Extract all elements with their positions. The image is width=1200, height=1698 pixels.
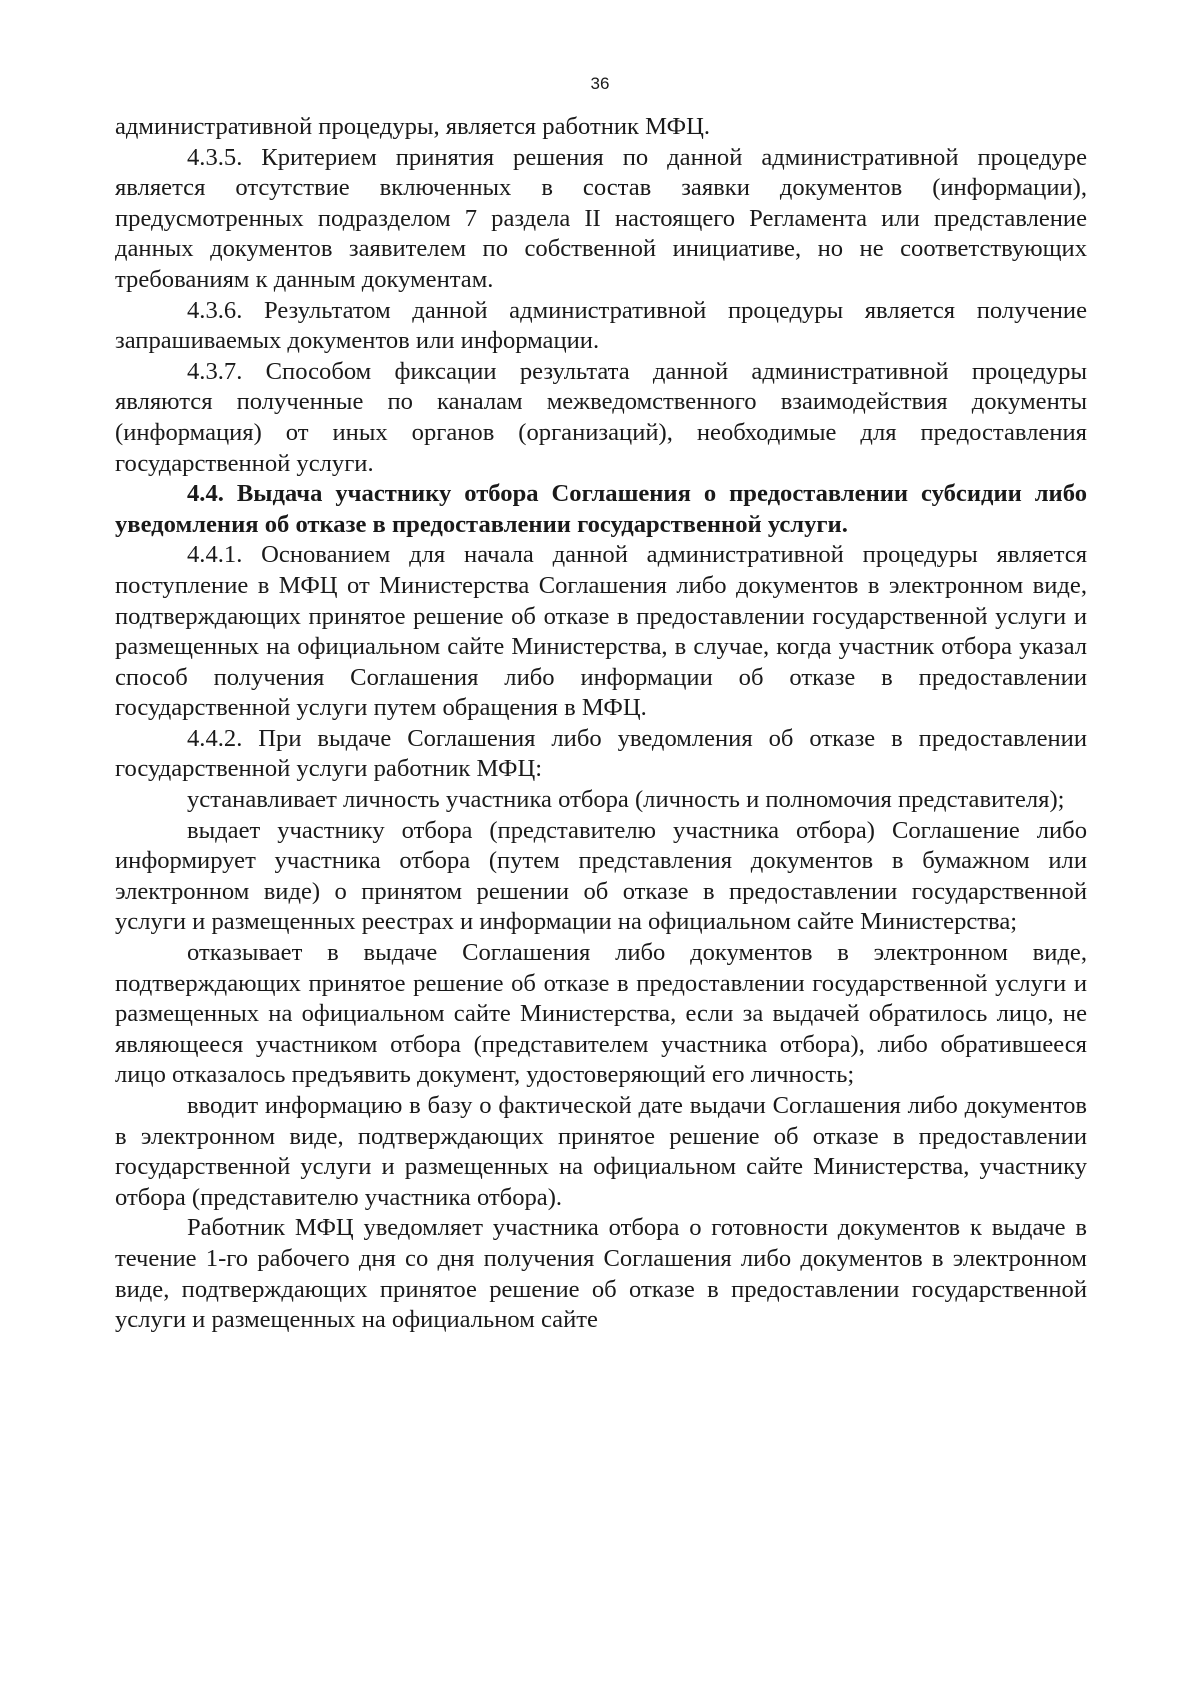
list-item-refuse: отказывает в выдаче Соглашения либо документов в электронном виде, подтверждающих принятое решение об отказе в предоставлении государственной услуги и размещенных на официальном сайте Министерства, если за выдачей обратилось лицо, не являющееся участником отбора (представителем участника отбора), либо обратившееся лицо отказалось предъявить документ, удостоверяющий его личность; xyxy=(115,939,1087,1089)
paragraph-4-4-2: 4.4.2. При выдаче Соглашения либо уведомления об отказе в предоставлении государственной услуги работник МФЦ: xyxy=(115,724,1087,783)
paragraph-4-4-1: 4.4.1. Основанием для начала данной административной процедуры является поступление в МФЦ от Министерства Соглашения либо документов в электронном виде, подтверждающих принятое решение об отказе в предоставлении государственной услуги и размещенных на официальном сайте Министерства, в случае, когда участник отбора указал способ получения Соглашения либо информации об отказе в предоставлении государственной услуги путем обращения в МФЦ. xyxy=(115,541,1087,722)
section-heading-4-4: 4.4. Выдача участнику отбора Соглашения о предоставлении субсидии либо уведомления об отказе в предоставлении государственной услуги. xyxy=(115,480,1087,538)
document-body xyxy=(115,112,1087,1336)
page-number: 36 xyxy=(590,74,610,93)
list-item-issue: выдает участнику отбора (представителю участника отбора) Соглашение либо информирует участника отбора (путем представления документов в бумажном или электронном виде) о принятом решении об отказе в предоставлении государственной услуги и размещенных реестрах и информации на официальном сайте Министерства; xyxy=(115,816,1087,936)
paragraph-notification: Работник МФЦ уведомляет участника отбора о готовности документов к выдаче в течение 1-го рабочего дня со дня получения Соглашения либо документов в электронном виде, подтверждающих принятое решение об отказе в предоставлении государственной услуги и размещенных на официальном сайте xyxy=(115,1214,1087,1334)
list-item-identify: устанавливает личность участника отбора (личность и полномочия представителя); xyxy=(187,786,1065,814)
paragraph-4-3-6: 4.3.6. Результатом данной административной процедуры является получение запрашиваемых документов или информации. xyxy=(115,296,1087,355)
list-item-record: вводит информацию в базу о фактической дате выдачи Соглашения либо документов в электронном виде, подтверждающих принятое решение об отказе в предоставлении государственной услуги и размещенных на официальном сайте Министерства, участнику отбора (представителю участника отбора). xyxy=(115,1092,1087,1211)
paragraph-continuation: административной процедуры, является работник МФЦ. xyxy=(115,113,711,140)
paragraph-4-3-5: 4.3.5. Критерием принятия решения по данной административной процедуре является отсутствие включенных в состав заявки документов (информации), предусмотренных подразделом 7 раздела II настоящего Регламента или представление данных документов заявителем по собственной инициативе, но не соответствующих требованиям к данным документам. xyxy=(115,143,1087,293)
paragraph-4-3-7: 4.3.7. Способом фиксации результата данной административной процедуры являются полученные по каналам межведомственного взаимодействия документы (информация) от иных органов (организаций), необходимые для предоставления государственной услуги. xyxy=(115,357,1087,477)
